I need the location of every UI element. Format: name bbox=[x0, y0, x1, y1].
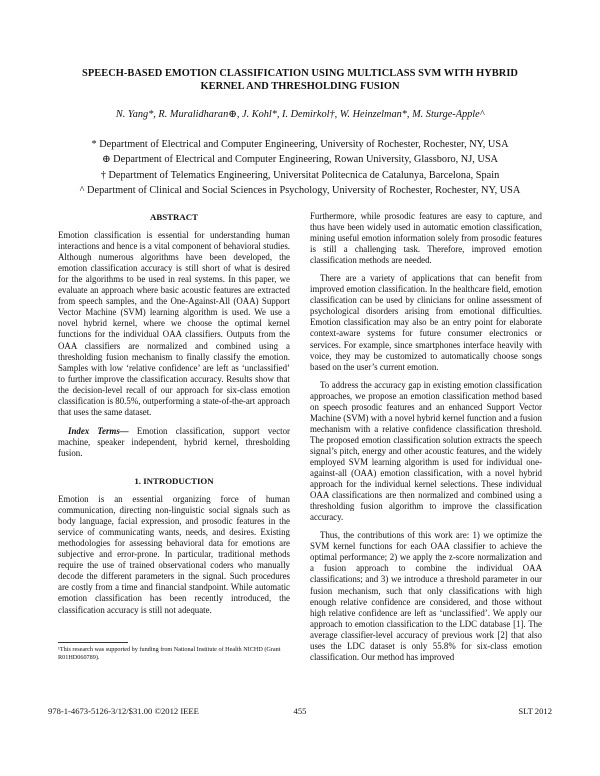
paper-title bbox=[50, 68, 550, 93]
index-terms-text: Emotion classification, support vector machine, speaker independent, hybrid kernel, thresholding fusion. bbox=[58, 425, 290, 458]
page-number: 455 bbox=[293, 706, 307, 716]
abstract-text: Emotion classification is essential for understanding human interactions and hence is a vital component of behavioral studies. Although numerous algorithms have been developed, the emotion classification accuracy is still short of what is desired for the algorithms to be used in real systems. In this paper, we evaluate an approach where basic acoustic features are extracted from speech samples, and the One-Against-All (OAA) Support Vector Machine (SVM) learning algorithm is used. We use a novel hybrid kernel, where we choose the optimal kernel functions for the individual OAA classifiers. Outputs from the OAA classifiers are normalized and combined using a thresholding fusion mechanism to finally classify the emotion. Samples with low ‘relative confidence’ are left as ‘unclassified’ to further improve the classification accuracy. Results show that the decision-level recall of our approach for six-class emotion classification is 80.5%, outperforming a state-of-the-art approach that uses the same dataset. bbox=[58, 230, 290, 417]
right-paragraph-2: There are a variety of applications that can benefit from improved emotion classification. In the healthcare field, emotion classification can be used by clinicians for online assessment of psychological disorders arising from emotional difficulties. Emotion classification may also be an entry point for elaborate context-aware systems for future consumer electronics or services. For example, since smartphones interface heavily with voice, they may be customized to automatically choose songs based on the user’s current emotion. bbox=[310, 273, 542, 372]
abstract-heading: ABSTRACT bbox=[150, 212, 198, 222]
right-paragraph-3: To address the accuracy gap in existing emotion classification approaches, we propose an emotion classification method based on speech prosodic features and an enhanced Support Vector Machine (SVM) with a novel hybrid kernel function and a fusion mechanism with a relative confidence classification threshold. The proposed emotion classification solution extracts the speech signal’s pitch, energy and other acoustic features, and the widely employed SVM learning algorithm is used for individual one-against-all (OAA) emotion classification, with a novel hybrid approach for the individual kernel selections. These individual OAA classifications are then normalized and combined using a thresholding fusion algorithm to improve the classification accuracy. bbox=[310, 379, 542, 523]
index-terms-label: Index Terms— bbox=[68, 425, 129, 436]
footnote-rule bbox=[58, 642, 128, 643]
affiliation-rowan: ⊕ Department of Electrical and Computer Engineering, Rowan University, Glassboro, NJ, USA bbox=[101, 154, 498, 166]
left-column bbox=[58, 212, 290, 616]
affiliations bbox=[30, 137, 570, 198]
footer-venue: SLT 2012 bbox=[518, 706, 552, 716]
intro-heading: 1. INTRODUCTION bbox=[134, 475, 214, 486]
right-paragraph-4: Thus, the contributions of this work are: 1) we optimize the SVM kernel functions for each OAA classifier to achieve the optimal performance; 2) we apply the z-score normalization and a fusion approach to combine the individual OAA classifications; and 3) we introduce a threshold parameter in our fusion mechanism, such that only classifications with high enough relative confidence are considered, and those without high relative confidence are left as ‘unclassified’. We apply our approach to emotion classification to the LDC database [1]. The average classifier-level accuracy of previous work [2] that also uses the LDC dataset is only 55.8% for six-class emotion classification. Our method has improved bbox=[310, 530, 542, 662]
right-column bbox=[310, 211, 542, 663]
title-line-1: SPEECH-BASED EMOTION CLASSIFICATION USING MULTICLASS SVM WITH HYBRID bbox=[82, 68, 518, 79]
affiliation-rochester-ece: * Department of Electrical and Computer Engineering, University of Rochester, Rochester, NY, USA bbox=[91, 139, 509, 150]
title-line-2: KERNEL AND THRESHOLDING FUSION bbox=[200, 80, 400, 92]
footnote: ¹This research was supported by funding from National Institute of Health NICHD (Grant R01HD060789). bbox=[58, 646, 281, 661]
affiliation-rochester-psych: ^ Department of Clinical and Social Sciences in Psychology, University of Rochester, Rochester, NY, USA bbox=[79, 184, 521, 196]
footer-copyright: 978-1-4673-5126-3/12/$31.00 ©2012 IEEE bbox=[48, 706, 199, 716]
intro-paragraph-1: Emotion is an essential organizing force of human communication, directing non-linguistic social signals such as body language, facial expression, and prosodic features in the service of communicating wants, needs, and desires. Existing methodologies for assessing behavioral data for emotions are subjective and error-prone. In particular, traditional methods require the use of trained observational coders who manually decode the different parameters in the signal. Such procedures are costly from a time and financial standpoint. While automatic emotion classification has been recently introduced, the classification accuracy is still not adequate. bbox=[58, 494, 290, 615]
index-terms bbox=[58, 426, 290, 459]
author-list: N. Yang*, R. Muralidharan⊕, J. Kohl*, I. Demirkol†, W. Heinzelman*, M. Sturge-Apple^ bbox=[115, 109, 485, 120]
right-paragraph-1: Furthermore, while prosodic features are easy to capture, and thus have been widely used in automatic emotion classification, mining useful emotion information solely from prosodic features is still a challenging task. Therefore, improved emotion classification methods are needed. bbox=[310, 211, 542, 266]
affiliation-upc: † Department of Telematics Engineering, Universitat Politecnica de Catalunya, Barcelona, Spain bbox=[100, 169, 500, 181]
